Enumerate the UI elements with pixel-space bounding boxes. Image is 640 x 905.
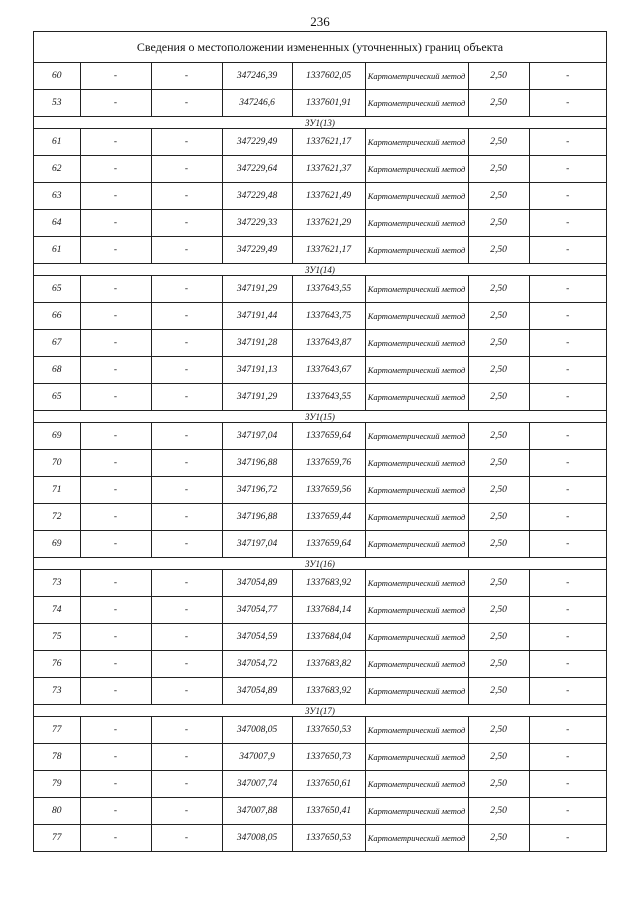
method-cell: Картометрический метод — [365, 90, 468, 117]
group-label: ЗУ1(16) — [34, 558, 606, 570]
x-old-cell: - — [80, 237, 151, 264]
note-cell: - — [529, 477, 606, 504]
point-number-cell: 69 — [34, 531, 80, 558]
y-new-cell: 1337650,41 — [292, 798, 365, 825]
y-old-cell: - — [151, 651, 222, 678]
note-cell: - — [529, 744, 606, 771]
note-cell: - — [529, 330, 606, 357]
x-old-cell: - — [80, 210, 151, 237]
accuracy-cell: 2,50 — [468, 90, 529, 117]
note-cell: - — [529, 771, 606, 798]
y-new-cell: 1337643,75 — [292, 303, 365, 330]
method-cell: Картометрический метод — [365, 237, 468, 264]
x-new-cell: 347229,64 — [222, 156, 292, 183]
point-number-cell: 79 — [34, 771, 80, 798]
table-title: Сведения о местоположении измененных (уточненных) границ объекта — [34, 32, 606, 63]
x-old-cell: - — [80, 624, 151, 651]
y-new-cell: 1337683,92 — [292, 678, 365, 705]
y-new-cell: 1337650,53 — [292, 717, 365, 744]
y-old-cell: - — [151, 450, 222, 477]
accuracy-cell: 2,50 — [468, 63, 529, 90]
x-old-cell: - — [80, 771, 151, 798]
point-number-cell: 61 — [34, 237, 80, 264]
note-cell: - — [529, 570, 606, 597]
y-new-cell: 1337650,61 — [292, 771, 365, 798]
point-number-cell: 70 — [34, 450, 80, 477]
point-number-cell: 78 — [34, 744, 80, 771]
y-new-cell: 1337650,73 — [292, 744, 365, 771]
accuracy-cell: 2,50 — [468, 570, 529, 597]
accuracy-cell: 2,50 — [468, 531, 529, 558]
x-old-cell: - — [80, 357, 151, 384]
note-cell: - — [529, 423, 606, 450]
x-new-cell: 347007,74 — [222, 771, 292, 798]
group-label: ЗУ1(15) — [34, 411, 606, 423]
x-new-cell: 347008,05 — [222, 717, 292, 744]
method-cell: Картометрический метод — [365, 825, 468, 852]
method-cell: Картометрический метод — [365, 477, 468, 504]
table-row — [34, 717, 606, 744]
point-number-cell: 61 — [34, 129, 80, 156]
table-row — [34, 276, 606, 303]
page-number: 236 — [310, 14, 330, 29]
table-row — [34, 357, 606, 384]
table-row — [34, 477, 606, 504]
note-cell: - — [529, 597, 606, 624]
accuracy-cell: 2,50 — [468, 210, 529, 237]
method-cell: Картометрический метод — [365, 330, 468, 357]
table-row — [34, 330, 606, 357]
point-number-cell: 63 — [34, 183, 80, 210]
table-row — [34, 651, 606, 678]
method-cell: Картометрический метод — [365, 798, 468, 825]
x-new-cell: 347191,29 — [222, 276, 292, 303]
note-cell: - — [529, 624, 606, 651]
accuracy-cell: 2,50 — [468, 771, 529, 798]
point-number-cell: 74 — [34, 597, 80, 624]
x-old-cell: - — [80, 90, 151, 117]
method-cell: Картометрический метод — [365, 384, 468, 411]
x-new-cell: 347196,72 — [222, 477, 292, 504]
note-cell: - — [529, 384, 606, 411]
point-number-cell: 65 — [34, 276, 80, 303]
method-cell: Картометрический метод — [365, 744, 468, 771]
point-number-cell: 62 — [34, 156, 80, 183]
y-new-cell: 1337602,05 — [292, 63, 365, 90]
y-new-cell: 1337643,87 — [292, 330, 365, 357]
x-old-cell: - — [80, 384, 151, 411]
x-new-cell: 347229,33 — [222, 210, 292, 237]
method-cell: Картометрический метод — [365, 423, 468, 450]
table-row — [34, 183, 606, 210]
x-new-cell: 347197,04 — [222, 531, 292, 558]
point-number-cell: 73 — [34, 678, 80, 705]
point-number-cell: 77 — [34, 825, 80, 852]
y-new-cell: 1337643,55 — [292, 384, 365, 411]
method-cell: Картометрический метод — [365, 63, 468, 90]
note-cell: - — [529, 450, 606, 477]
group-label: ЗУ1(17) — [34, 705, 606, 717]
x-new-cell: 347054,59 — [222, 624, 292, 651]
method-cell: Картометрический метод — [365, 357, 468, 384]
point-number-cell: 69 — [34, 423, 80, 450]
x-new-cell: 347191,29 — [222, 384, 292, 411]
accuracy-cell: 2,50 — [468, 825, 529, 852]
x-new-cell: 347229,49 — [222, 237, 292, 264]
point-number-cell: 71 — [34, 477, 80, 504]
x-new-cell: 347246,39 — [222, 63, 292, 90]
table-row — [34, 156, 606, 183]
x-new-cell: 347007,88 — [222, 798, 292, 825]
method-cell: Картометрический метод — [365, 303, 468, 330]
y-old-cell: - — [151, 798, 222, 825]
method-cell: Картометрический метод — [365, 624, 468, 651]
group-header-row — [34, 705, 606, 717]
point-number-cell: 53 — [34, 90, 80, 117]
y-old-cell: - — [151, 477, 222, 504]
x-old-cell: - — [80, 531, 151, 558]
y-old-cell: - — [151, 624, 222, 651]
table-row — [34, 624, 606, 651]
y-new-cell: 1337684,04 — [292, 624, 365, 651]
y-old-cell: - — [151, 303, 222, 330]
accuracy-cell: 2,50 — [468, 129, 529, 156]
accuracy-cell: 2,50 — [468, 744, 529, 771]
group-header-row — [34, 117, 606, 129]
table-row — [34, 531, 606, 558]
method-cell: Картометрический метод — [365, 504, 468, 531]
table-row — [34, 825, 606, 852]
y-old-cell: - — [151, 597, 222, 624]
y-old-cell: - — [151, 183, 222, 210]
point-number-cell: 67 — [34, 330, 80, 357]
y-new-cell: 1337659,44 — [292, 504, 365, 531]
boundary-table-sheet — [33, 31, 607, 852]
table-row — [34, 771, 606, 798]
y-old-cell: - — [151, 384, 222, 411]
x-new-cell: 347054,89 — [222, 570, 292, 597]
x-new-cell: 347196,88 — [222, 504, 292, 531]
point-number-cell: 77 — [34, 717, 80, 744]
x-old-cell: - — [80, 183, 151, 210]
x-old-cell: - — [80, 129, 151, 156]
accuracy-cell: 2,50 — [468, 423, 529, 450]
x-old-cell: - — [80, 597, 151, 624]
table-row — [34, 423, 606, 450]
y-new-cell: 1337621,37 — [292, 156, 365, 183]
y-new-cell: 1337683,82 — [292, 651, 365, 678]
group-header-row — [34, 558, 606, 570]
y-old-cell: - — [151, 330, 222, 357]
table-row — [34, 744, 606, 771]
group-header-row — [34, 264, 606, 276]
y-old-cell: - — [151, 156, 222, 183]
group-label: ЗУ1(14) — [34, 264, 606, 276]
x-new-cell: 347246,6 — [222, 90, 292, 117]
accuracy-cell: 2,50 — [468, 504, 529, 531]
table-row — [34, 303, 606, 330]
accuracy-cell: 2,50 — [468, 450, 529, 477]
accuracy-cell: 2,50 — [468, 651, 529, 678]
table-row — [34, 570, 606, 597]
y-old-cell: - — [151, 237, 222, 264]
x-old-cell: - — [80, 798, 151, 825]
x-new-cell: 347197,04 — [222, 423, 292, 450]
y-old-cell: - — [151, 825, 222, 852]
table-row — [34, 210, 606, 237]
y-new-cell: 1337621,49 — [292, 183, 365, 210]
group-label: ЗУ1(13) — [34, 117, 606, 129]
note-cell: - — [529, 531, 606, 558]
note-cell: - — [529, 90, 606, 117]
x-new-cell: 347229,48 — [222, 183, 292, 210]
y-old-cell: - — [151, 210, 222, 237]
note-cell: - — [529, 63, 606, 90]
note-cell: - — [529, 237, 606, 264]
method-cell: Картометрический метод — [365, 531, 468, 558]
accuracy-cell: 2,50 — [468, 357, 529, 384]
x-old-cell: - — [80, 276, 151, 303]
note-cell: - — [529, 651, 606, 678]
y-old-cell: - — [151, 678, 222, 705]
table-row — [34, 678, 606, 705]
table-row — [34, 237, 606, 264]
note-cell: - — [529, 357, 606, 384]
y-new-cell: 1337643,55 — [292, 276, 365, 303]
accuracy-cell: 2,50 — [468, 717, 529, 744]
accuracy-cell: 2,50 — [468, 384, 529, 411]
method-cell: Картометрический метод — [365, 771, 468, 798]
x-old-cell: - — [80, 330, 151, 357]
y-old-cell: - — [151, 423, 222, 450]
accuracy-cell: 2,50 — [468, 237, 529, 264]
x-old-cell: - — [80, 423, 151, 450]
x-old-cell: - — [80, 303, 151, 330]
x-new-cell: 347191,28 — [222, 330, 292, 357]
note-cell: - — [529, 129, 606, 156]
y-old-cell: - — [151, 570, 222, 597]
note-cell: - — [529, 717, 606, 744]
y-old-cell: - — [151, 129, 222, 156]
y-new-cell: 1337621,17 — [292, 129, 365, 156]
point-number-cell: 80 — [34, 798, 80, 825]
x-new-cell: 347054,89 — [222, 678, 292, 705]
method-cell: Картометрический метод — [365, 156, 468, 183]
y-old-cell: - — [151, 63, 222, 90]
method-cell: Картометрический метод — [365, 570, 468, 597]
y-old-cell: - — [151, 717, 222, 744]
table-row — [34, 450, 606, 477]
y-old-cell: - — [151, 276, 222, 303]
point-number-cell: 64 — [34, 210, 80, 237]
x-new-cell: 347054,77 — [222, 597, 292, 624]
x-new-cell: 347196,88 — [222, 450, 292, 477]
accuracy-cell: 2,50 — [468, 678, 529, 705]
method-cell: Картометрический метод — [365, 597, 468, 624]
x-new-cell: 347054,72 — [222, 651, 292, 678]
x-old-cell: - — [80, 477, 151, 504]
group-header-row — [34, 411, 606, 423]
table-row — [34, 90, 606, 117]
y-new-cell: 1337684,14 — [292, 597, 365, 624]
x-new-cell: 347007,9 — [222, 744, 292, 771]
point-number-cell: 76 — [34, 651, 80, 678]
y-new-cell: 1337659,64 — [292, 531, 365, 558]
method-cell: Картометрический метод — [365, 276, 468, 303]
x-old-cell: - — [80, 450, 151, 477]
accuracy-cell: 2,50 — [468, 477, 529, 504]
method-cell: Картометрический метод — [365, 129, 468, 156]
y-old-cell: - — [151, 531, 222, 558]
x-old-cell: - — [80, 825, 151, 852]
x-old-cell: - — [80, 63, 151, 90]
note-cell: - — [529, 156, 606, 183]
accuracy-cell: 2,50 — [468, 597, 529, 624]
y-new-cell: 1337659,56 — [292, 477, 365, 504]
y-new-cell: 1337683,92 — [292, 570, 365, 597]
note-cell: - — [529, 504, 606, 531]
method-cell: Картометрический метод — [365, 651, 468, 678]
table-row — [34, 597, 606, 624]
accuracy-cell: 2,50 — [468, 303, 529, 330]
x-old-cell: - — [80, 156, 151, 183]
y-new-cell: 1337621,29 — [292, 210, 365, 237]
accuracy-cell: 2,50 — [468, 183, 529, 210]
point-number-cell: 60 — [34, 63, 80, 90]
table-row — [34, 504, 606, 531]
note-cell: - — [529, 210, 606, 237]
y-old-cell: - — [151, 744, 222, 771]
method-cell: Картометрический метод — [365, 717, 468, 744]
y-new-cell: 1337643,67 — [292, 357, 365, 384]
table-row — [34, 129, 606, 156]
point-number-cell: 72 — [34, 504, 80, 531]
method-cell: Картометрический метод — [365, 183, 468, 210]
coordinates-table — [34, 63, 606, 851]
accuracy-cell: 2,50 — [468, 330, 529, 357]
y-new-cell: 1337659,76 — [292, 450, 365, 477]
x-old-cell: - — [80, 504, 151, 531]
method-cell: Картометрический метод — [365, 678, 468, 705]
y-old-cell: - — [151, 504, 222, 531]
y-new-cell: 1337621,17 — [292, 237, 365, 264]
note-cell: - — [529, 276, 606, 303]
x-new-cell: 347229,49 — [222, 129, 292, 156]
point-number-cell: 65 — [34, 384, 80, 411]
table-row — [34, 798, 606, 825]
note-cell: - — [529, 183, 606, 210]
note-cell: - — [529, 798, 606, 825]
note-cell: - — [529, 825, 606, 852]
table-row — [34, 384, 606, 411]
y-new-cell: 1337659,64 — [292, 423, 365, 450]
table-row — [34, 63, 606, 90]
note-cell: - — [529, 303, 606, 330]
point-number-cell: 66 — [34, 303, 80, 330]
x-new-cell: 347191,13 — [222, 357, 292, 384]
x-old-cell: - — [80, 570, 151, 597]
point-number-cell: 75 — [34, 624, 80, 651]
accuracy-cell: 2,50 — [468, 798, 529, 825]
accuracy-cell: 2,50 — [468, 624, 529, 651]
y-old-cell: - — [151, 357, 222, 384]
y-new-cell: 1337650,53 — [292, 825, 365, 852]
x-old-cell: - — [80, 678, 151, 705]
y-old-cell: - — [151, 771, 222, 798]
method-cell: Картометрический метод — [365, 450, 468, 477]
method-cell: Картометрический метод — [365, 210, 468, 237]
x-old-cell: - — [80, 717, 151, 744]
point-number-cell: 73 — [34, 570, 80, 597]
accuracy-cell: 2,50 — [468, 156, 529, 183]
y-old-cell: - — [151, 90, 222, 117]
x-old-cell: - — [80, 744, 151, 771]
x-old-cell: - — [80, 651, 151, 678]
x-new-cell: 347191,44 — [222, 303, 292, 330]
note-cell: - — [529, 678, 606, 705]
point-number-cell: 68 — [34, 357, 80, 384]
x-new-cell: 347008,05 — [222, 825, 292, 852]
y-new-cell: 1337601,91 — [292, 90, 365, 117]
accuracy-cell: 2,50 — [468, 276, 529, 303]
